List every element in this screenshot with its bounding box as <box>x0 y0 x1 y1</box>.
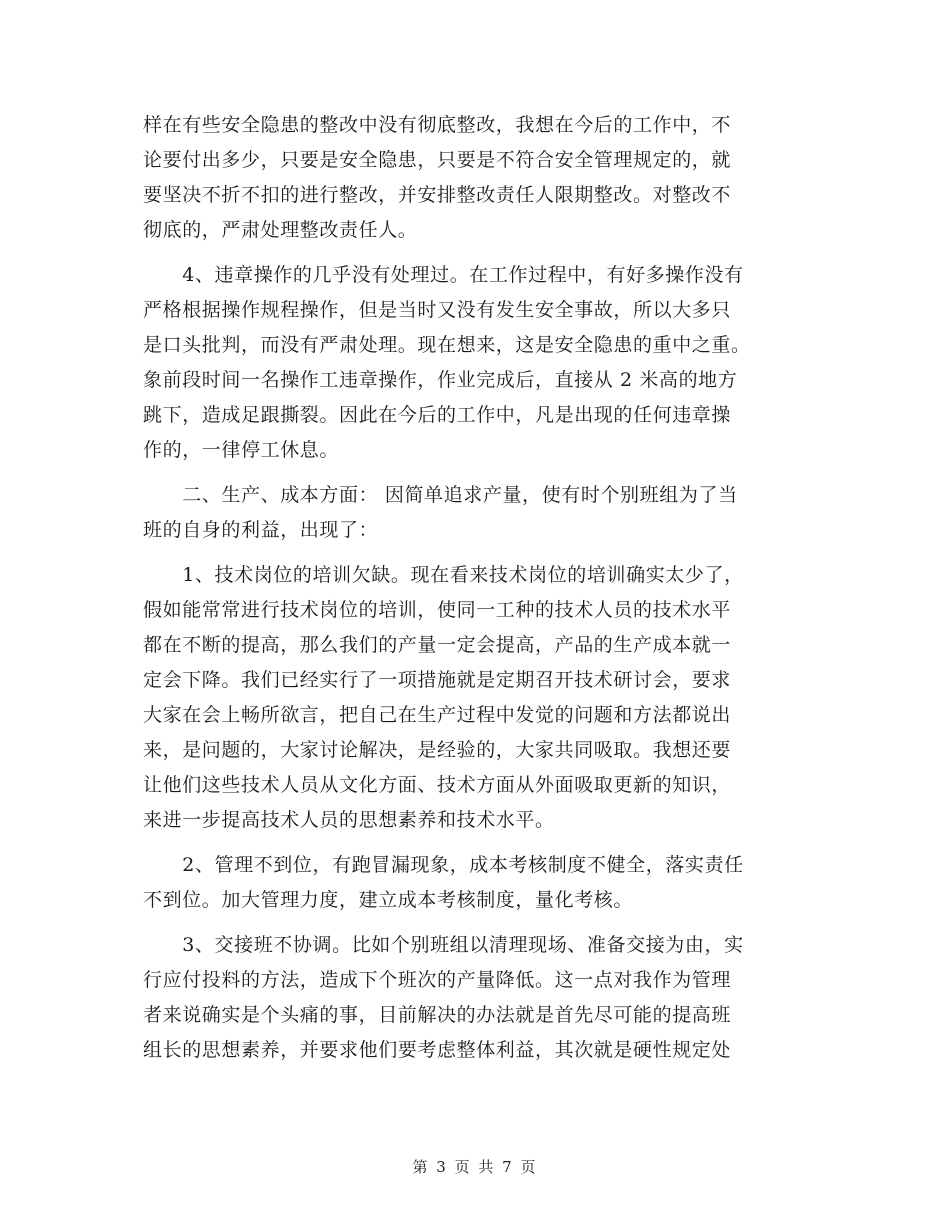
text-line: 3、交接班不协调。比如个别班组以清理现场、准备交接为由，实 <box>143 934 744 956</box>
text-line: 来进一步提高技术人员的思想素养和技术水平。 <box>143 809 555 831</box>
paragraph-gap <box>143 918 807 928</box>
paragraph-gap <box>143 838 807 848</box>
text-line: 者来说确实是个头痛的事，目前解决的办法就是首先尽可能的提高班 <box>143 1004 732 1026</box>
text-line: 是口头批判，而没有严肃处理。现在想来，这是安全隐患的重中之重。 <box>143 334 751 356</box>
text-line: 2、管理不到位，有跑冒漏现象，成本考核制度不健全，落实责任 <box>143 854 744 876</box>
section-heading-line: 二、生产、成本方面： 因简单追求产量，使有时个别班组为了当 <box>143 484 738 506</box>
text-line: 让他们这些技术人员从文化方面、技术方面从外面吸取更新的知识， <box>143 774 732 796</box>
text-line: 班的自身的利益，出现了： <box>143 519 379 541</box>
document-body <box>143 108 807 1068</box>
paragraph-gap <box>143 468 807 478</box>
text-line: 象前段时间一名操作工违章操作，作业完成后，直接从 2 米高的地方 <box>143 369 738 391</box>
text-line: 样在有些安全隐患的整改中没有彻底整改，我想在今后的工作中，不 <box>143 114 732 136</box>
paragraph-gap <box>143 248 807 258</box>
text-line: 4、违章操作的几乎没有处理过。在工作过程中，有好多操作没有 <box>143 264 744 286</box>
text-line: 行应付投料的方法，造成下个班次的产量降低。这一点对我作为管理 <box>143 969 732 991</box>
text-line: 跳下，造成足跟撕裂。因此在今后的工作中，凡是出现的任何违章操 <box>143 404 732 426</box>
text-line: 定会下降。我们已经实行了一项措施就是定期召开技术研讨会，要求 <box>143 669 732 691</box>
text-line: 1、技术岗位的培训欠缺。现在看来技术岗位的培训确实太少了， <box>143 564 744 586</box>
text-line: 组长的思想素养，并要求他们要考虑整体利益，其次就是硬性规定处 <box>143 1039 732 1061</box>
text-line: 来，是问题的，大家讨论解决，是经验的，大家共同吸取。我想还要 <box>143 739 732 761</box>
text-line: 大家在会上畅所欲言，把自己在生产过程中发觉的问题和方法都说出 <box>143 704 732 726</box>
text-line: 假如能常常进行技术岗位的培训，使同一工种的技术人员的技术水平 <box>143 599 732 621</box>
text-line: 彻底的，严肃处理整改责任人。 <box>143 219 418 241</box>
paragraph-gap <box>143 548 807 558</box>
text-line: 论要付出多少，只要是安全隐患，只要是不符合安全管理规定的，就 <box>143 149 732 171</box>
text-line: 要坚决不折不扣的进行整改，并安排整改责任人限期整改。对整改不 <box>143 184 732 206</box>
page-number-footer: 第 3 页 共 7 页 <box>412 1158 538 1176</box>
text-line: 作的，一律停工休息。 <box>143 439 340 461</box>
text-line: 不到位。加大管理力度，建立成本考核制度，量化考核。 <box>143 889 634 911</box>
text-line: 严格根据操作规程操作，但是当时又没有发生安全事故，所以大多只 <box>143 299 732 321</box>
text-line: 都在不断的提高，那么我们的产量一定会提高，产品的生产成本就一 <box>143 634 732 656</box>
